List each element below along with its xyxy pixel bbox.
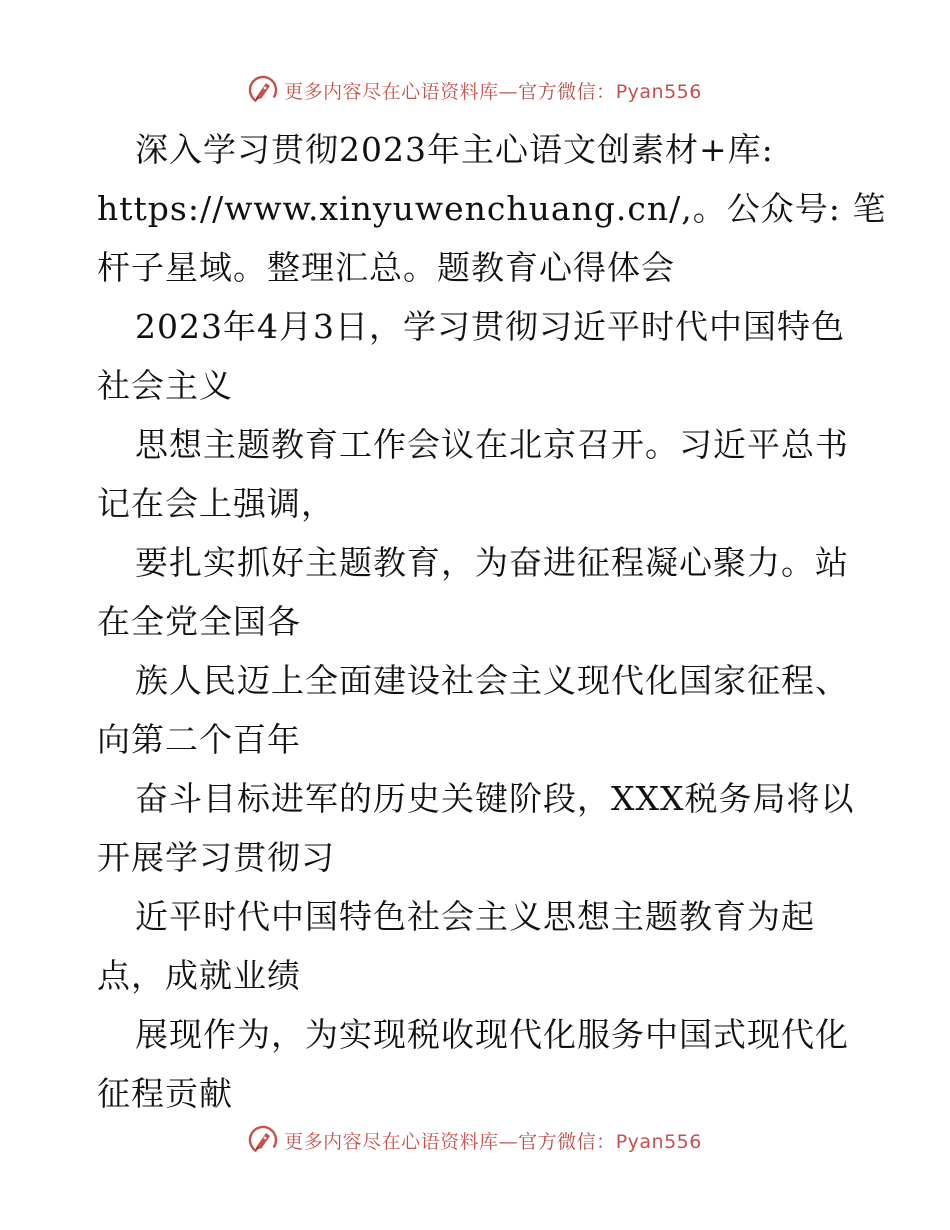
text-line: 点，成就业绩 xyxy=(97,956,301,995)
header-wechat-handle: Pyan556 xyxy=(615,80,702,103)
text-line: https://www.xinyuwenchuang.cn/,。公众号: 笔 xyxy=(97,189,887,228)
text-line: 奋斗目标进军的历史关键阶段，XXX税务局将以 xyxy=(135,779,855,818)
footer-banner xyxy=(0,1120,950,1160)
text-line: 深入学习贯彻2023年主心语文创素材+库: xyxy=(135,130,774,169)
text-line: 向第二个百年 xyxy=(97,720,301,759)
text-line: 思想主题教育工作会议在北京召开。习近平总书 xyxy=(135,425,849,464)
header-slogan-line xyxy=(284,77,702,104)
footer-slogan-line xyxy=(284,1127,702,1154)
header-banner xyxy=(0,70,950,110)
text-line: 近平时代中国特色社会主义思想主题教育为起 xyxy=(135,897,815,936)
text-line: 族人民迈上全面建设社会主义现代化国家征程、 xyxy=(135,661,849,700)
pen-nib-circle-icon xyxy=(248,75,278,105)
footer-wechat-handle: Pyan556 xyxy=(615,1130,702,1153)
header-separator: — xyxy=(498,80,519,103)
text-line: 开展学习贯彻习 xyxy=(97,838,335,877)
text-line: 要扎实抓好主题教育，为奋进征程凝心聚力。站 xyxy=(135,543,849,582)
footer-slogan: 更多内容尽在心语资料库 xyxy=(284,1130,499,1153)
text-line: 2023年4月3日，学习贯彻习近平时代中国特色 xyxy=(135,307,845,346)
text-line: 社会主义 xyxy=(97,366,233,405)
footer-separator: — xyxy=(498,1130,519,1153)
pen-nib-circle-icon xyxy=(248,1125,278,1155)
header-slogan: 更多内容尽在心语资料库 xyxy=(284,80,499,103)
footer-wechat-label: 官方微信： xyxy=(518,1130,616,1153)
text-line: 杆子星域。整理汇总。题教育心得体会 xyxy=(97,248,675,287)
text-line: 征程贡献 xyxy=(97,1074,233,1113)
text-line: 在全党全国各 xyxy=(97,602,301,641)
text-line: 记在会上强调， xyxy=(97,484,335,523)
text-line: 展现作为，为实现税收现代化服务中国式现代化 xyxy=(135,1015,849,1054)
header-wechat-label: 官方微信： xyxy=(518,80,616,103)
document-body xyxy=(97,120,887,1123)
